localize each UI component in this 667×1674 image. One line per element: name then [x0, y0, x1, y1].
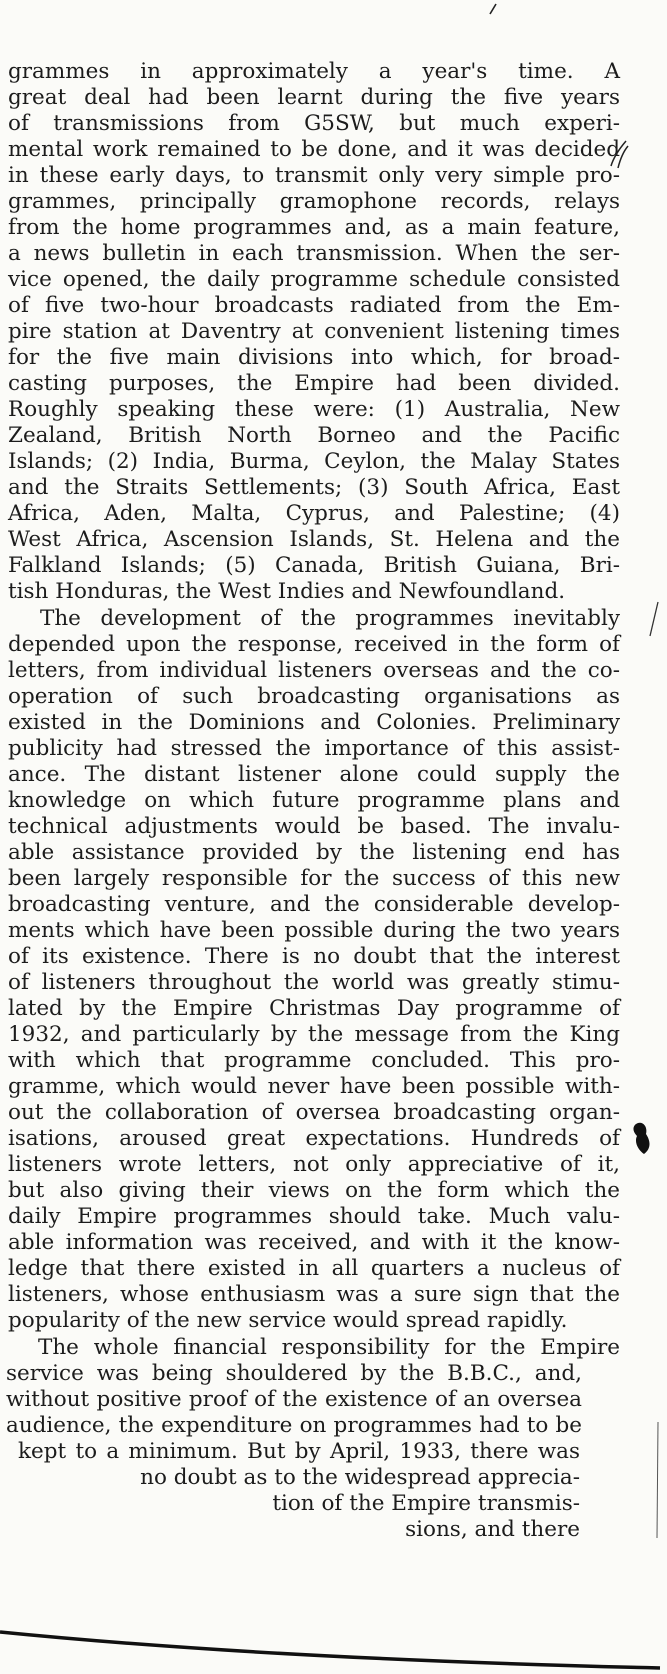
margin-squiggle-mark — [608, 138, 630, 172]
text-line: but also giving their views on the form which the — [8, 1178, 620, 1203]
text-line: tish Honduras, the West Indies and Newfoundland. — [8, 579, 566, 604]
text-line: a news bulletin in each transmission. When the ser- — [8, 241, 620, 266]
text-line: sions, and there — [405, 1517, 580, 1542]
text-line: The whole financial responsibility for the Empire — [38, 1335, 620, 1360]
text-line: Zealand, British North Borneo and the Pacific — [8, 423, 620, 448]
text-line: operation of such broadcasting organisations as — [8, 684, 620, 709]
text-line: listeners wrote letters, not only appreciative of it, — [8, 1152, 620, 1177]
text-line: kept to a minimum. But by April, 1933, there was — [18, 1439, 580, 1464]
text-line: isations, aroused great expectations. Hundreds of — [8, 1126, 620, 1151]
text-line: ments which have been possible during the two years — [8, 918, 620, 943]
text-line: from the home programmes and, as a main feature, — [8, 215, 620, 240]
text-line: ledge that there existed in all quarters a nucleus of — [8, 1256, 620, 1281]
text-line: grammes, principally gramophone records, relays — [8, 189, 620, 214]
page-curve-edge — [0, 1628, 667, 1674]
text-line: knowledge on which future programme plans and — [8, 788, 620, 813]
text-line: ance. The distant listener alone could supply the — [8, 762, 620, 787]
text-line: audience, the expenditure on programmes had to be — [6, 1413, 582, 1438]
top-tick-mark — [488, 2, 498, 16]
text-line: technical adjustments would be based. The invalu- — [8, 814, 620, 839]
text-line: for the five main divisions into which, for broad- — [8, 345, 620, 370]
text-line: of its existence. There is no doubt that the interest — [8, 944, 620, 969]
text-line: West Africa, Ascension Islands, St. Helena and the — [8, 527, 620, 552]
text-line: casting purposes, the Empire had been divided. — [8, 371, 620, 396]
text-line: pire station at Daventry at convenient listening times — [8, 319, 620, 344]
text-line: of listeners throughout the world was greatly stimu- — [8, 970, 620, 995]
text-line: able information was received, and with it the know- — [8, 1230, 620, 1255]
text-line: tion of the Empire transmis- — [272, 1491, 580, 1516]
text-line: and the Straits Settlements; (3) South Africa, East — [8, 475, 620, 500]
text-line: listeners, whose enthusiasm was a sure sign that the — [8, 1282, 620, 1307]
margin-line-mark — [652, 1420, 664, 1540]
text-line: letters, from individual listeners overseas and the co- — [8, 658, 620, 683]
text-line: out the collaboration of oversea broadcasting organ- — [8, 1100, 620, 1125]
text-line: with which that programme concluded. This pro- — [8, 1048, 620, 1073]
text-line: depended upon the response, received in the form of — [8, 632, 620, 657]
text-line: Africa, Aden, Malta, Cyprus, and Palestine; (4) — [8, 501, 620, 526]
ink-blot-mark — [628, 1118, 658, 1158]
text-line: popularity of the new service would spread rapidly. — [8, 1308, 568, 1333]
text-line: 1932, and particularly by the message from the King — [8, 1022, 620, 1047]
margin-slash-mark — [648, 600, 660, 640]
text-line: existed in the Dominions and Colonies. Preliminary — [8, 710, 620, 735]
text-line: mental work remained to be done, and it was decided — [8, 137, 620, 162]
text-line: been largely responsible for the success of this new — [8, 866, 620, 891]
text-line: great deal had been learnt during the five years — [8, 85, 620, 110]
text-line: Falkland Islands; (5) Canada, British Guiana, Bri- — [8, 553, 620, 578]
text-line: gramme, which would never have been possible with- — [8, 1074, 620, 1099]
text-line: in these early days, to transmit only very simple pro- — [8, 163, 620, 188]
text-line: Roughly speaking these were: (1) Australia, New — [8, 397, 620, 422]
text-line: able assistance provided by the listening end has — [8, 840, 620, 865]
text-line: service was being shouldered by the B.B.C., and, — [6, 1361, 582, 1386]
text-line: The development of the programmes inevitably — [40, 606, 620, 631]
text-line: daily Empire programmes should take. Much valu- — [8, 1204, 620, 1229]
text-line: Islands; (2) India, Burma, Ceylon, the Malay States — [8, 449, 620, 474]
text-line: no doubt as to the widespread apprecia- — [140, 1465, 580, 1490]
text-line: lated by the Empire Christmas Day programme of — [8, 996, 620, 1021]
text-line: grammes in approximately a year's time. A — [8, 59, 620, 84]
text-line: vice opened, the daily programme schedule consisted — [8, 267, 620, 292]
text-line: publicity had stressed the importance of this assist- — [8, 736, 620, 761]
text-line: without positive proof of the existence of an oversea — [6, 1387, 582, 1412]
text-line: broadcasting venture, and the considerable develop- — [8, 892, 620, 917]
text-line: of five two-hour broadcasts radiated from the Em- — [8, 293, 620, 318]
text-line: of transmissions from G5SW, but much experi- — [8, 111, 620, 136]
